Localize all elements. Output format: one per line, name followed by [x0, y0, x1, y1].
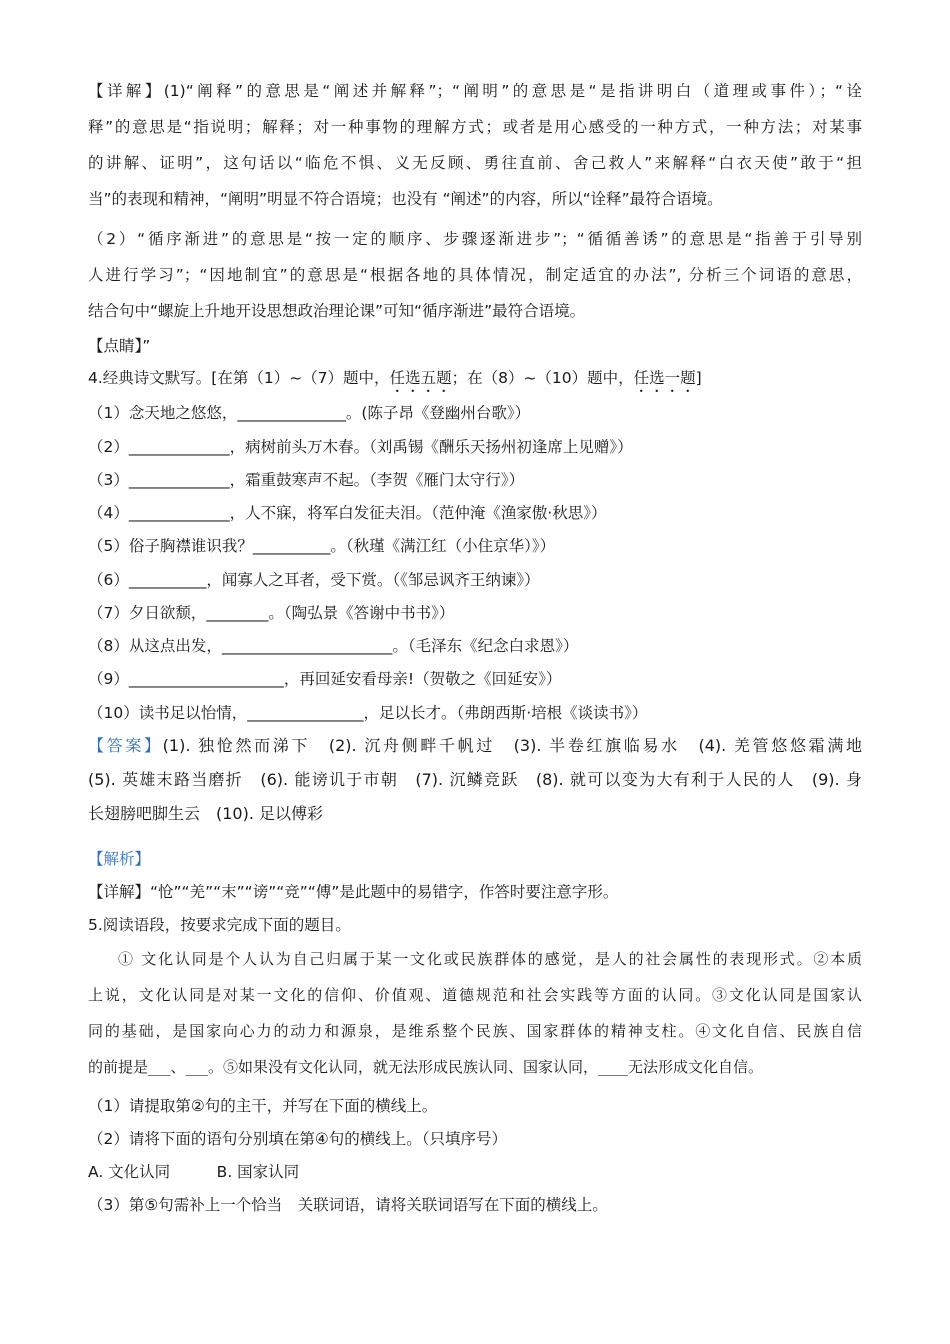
answer-text-1: (1). 独怆然而涕下 (2). 沉舟侧畔千帆过 (3). 半卷红旗临易水 (4). 羌管悠悠霜满地	[162, 736, 862, 755]
answer-line-3: 长翅膀吧脚生云 (10). 足以傅彩	[88, 804, 324, 823]
q4-title-emphasis-1: 任选五题	[389, 369, 452, 387]
q4-item-3: （3）_____________，霜重鼓寒声不起。（李贺《雁门太守行》）	[88, 471, 525, 489]
passage-line: 上说，文化认同是对某一文化的信仰、价值观、道德规范和社会实践等方面的认同。③文化认同是国家认	[88, 986, 862, 1004]
passage-line: 的前提是___、___。⑤如果没有文化认同，就无法形成民族认同、国家认同，____无法形成文化自信。	[88, 1058, 764, 1076]
dianjing-label: 【点睛】”	[88, 337, 151, 355]
q4-item-5: （5）俗子胸襟谁识我？__________。（秋瑾《满江红（小住京华）》）	[88, 537, 556, 555]
detail-line: （2）“循序渐进”的意思是“按一定的顺序、步骤逐渐进步”；“循循善诱”的意思是“指善于引导别	[88, 230, 862, 248]
answer-line-2: (5). 英雄末路当磨折 (6). 能谤讥于市朝 (7). 沉鳞竞跃 (8). 就可以变为大有利于人民的人 (9). 身	[88, 770, 862, 789]
answer-label: 【答案】	[88, 736, 163, 755]
detail-line: 结合句中“螺旋上升地开设思想政治理论课”可知“循序渐进”最符合语境。	[88, 302, 586, 320]
q4-item-2: （2）_____________，病树前头万木春。（刘禹锡《酬乐天扬州初逢席上见赠》）	[88, 438, 633, 456]
passage-line: 同的基础，是国家向心力的动力和源泉，是维系整个民族、国家群体的精神支柱。④文化自信、民族自信	[88, 1022, 862, 1040]
q5-sub-3: （3）第⑤句需补上一个恰当 关联词语，请将关联词语写在下面的横线上。	[88, 1196, 608, 1214]
q3-detail	[88, 80, 862, 224]
q4-title-e: ]	[695, 369, 702, 387]
detail-line: 【详解】(1)“阐释”的意思是“阐述并解释”；“阐明”的意思是“是指讲明白（道理或事件）；“诠	[88, 82, 862, 100]
q5-sub-1: （1）请提取第②句的主干，并写在下面的横线上。	[88, 1097, 438, 1115]
q4-item-7: （7）夕日欲颓，________。（陶弘景《答谢中书书》）	[88, 604, 455, 622]
answer-line-1	[88, 735, 862, 769]
q4-item-4: （4）_____________，人不寐，将军白发征夫泪。（范仲淹《渔家傲·秋思》）	[88, 504, 607, 522]
q4-item-6: （6）__________，闻寡人之耳者，受下赏。（《邹忌讽齐王纳谏》）	[88, 571, 540, 589]
q4-item-8: （8）从这点出发，______________________。（毛泽东《纪念白求恩》）	[88, 637, 579, 655]
detail-line: 当”的表现和精神，“阐明”明显不符合语境；也没有 “阐述”的内容，所以“诠释”最符合语境。	[88, 190, 723, 208]
q4-item-10: （10）读书足以怡情，_______________，足以长才。（弗朗西斯·培根《谈读书》）	[88, 704, 648, 722]
q3-detail-part2	[88, 228, 862, 336]
q4-title	[88, 366, 702, 396]
q5-title: 5.阅读语段，按要求完成下面的题目。	[88, 916, 351, 934]
q4-item-9: （9）____________________，再回延安看母亲!（贺敬之《回延安》）	[88, 670, 562, 688]
q4-title-a: 4.经典诗文默写。[在第（1）~（7）题中，	[88, 369, 390, 387]
detail-line: 人进行学习”；“因地制宜”的意思是“根据各地的具体情况，制定适宜的办法”, 分析三个词语的意思，	[88, 266, 862, 284]
q4-title-emphasis-2: 任选一题	[633, 369, 696, 387]
q4-title-c: ；在（8）~（10）题中，	[451, 369, 634, 387]
q4-detail: 【详解】“怆”“羌”“末”“谤”“竞”“傅”是此题中的易错字，作答时要注意字形。	[88, 883, 619, 901]
q5-passage	[88, 948, 862, 1092]
q4-item-1: （1）念天地之悠悠，______________。(陈子昂《登幽州台歌》）	[88, 404, 531, 422]
analysis-label: 【解析】	[88, 850, 151, 868]
detail-line: 释”的意思是“指说明；解释；对一种事物的理解方式；或者是用心感受的一种方式，一种方法；对某事	[88, 118, 862, 136]
passage-line: ① 文化认同是个人认为自己归属于某一文化或民族群体的感觉，是人的社会属性的表现形式。②本质	[118, 950, 862, 968]
q5-sub-2: （2）请将下面的语句分别填在第④句的横线上。（只填序号）	[88, 1130, 508, 1148]
detail-line: 的讲解、证明”，这句话以“临危不惧、义无反顾、勇往直前、舍己救人”来解释“白衣天使”敢于“担	[88, 154, 862, 172]
q5-options: A. 文化认同 B. 国家认同	[88, 1163, 300, 1181]
q4-answer	[88, 735, 862, 837]
